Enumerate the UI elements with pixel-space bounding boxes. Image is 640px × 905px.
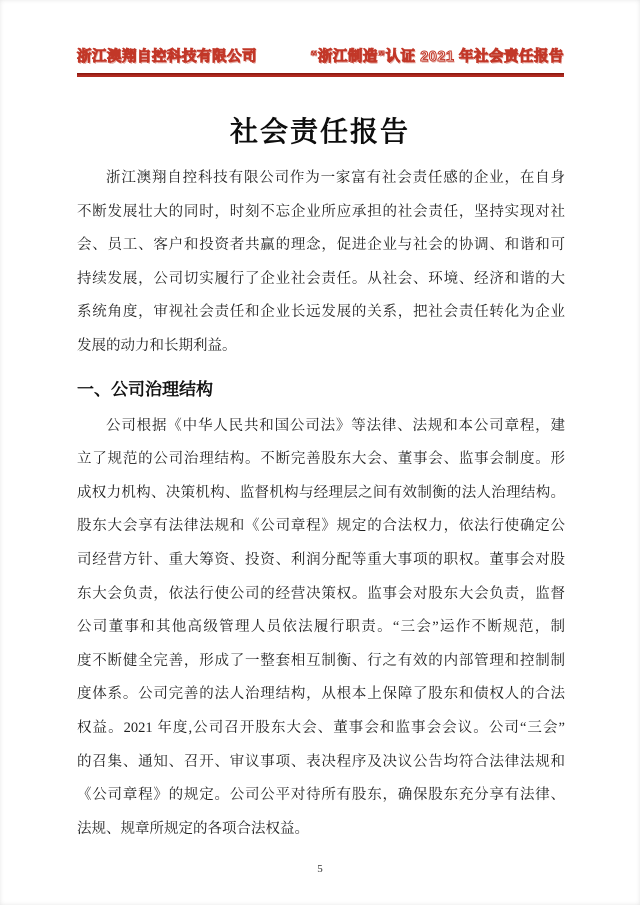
paragraph-line: 的召集、通知、召开、审议事项、表决程序及决议公告均符合法律法规和: [77, 753, 565, 770]
paragraph-line: 浙江澳翔自控科技有限公司作为一家富有社会责任感的企业，在自身: [106, 170, 565, 186]
page-header: [0, 0, 640, 77]
paragraph-line: 会、员工、客户和投资者共赢的理念，促进企业与社会的协调、和谐和可: [77, 237, 565, 254]
header-report-title: “浙江制造”认证 2021 年社会责任报告: [310, 49, 564, 65]
paragraph-line: 股东大会享有法律法规和《公司章程》规定的合法权力，依法行使确定公: [77, 518, 565, 535]
paragraph-line: 成权力机构、决策机构、监督机构与经理层之间有效制衡的法人治理结构。: [77, 484, 565, 501]
paragraph-line: 公司董事和其他高级管理人员依法履行职责。“三会”运作不断规范，制: [77, 619, 565, 636]
section-heading: 一、公司治理结构: [77, 379, 213, 399]
header-rule: [77, 73, 564, 77]
paragraph-line: 东大会负责，依法行使公司的经营决策权。监事会对股东大会负责，监督: [77, 585, 565, 602]
paragraph-line: 立了规范的公司治理结构。不断完善股东大会、董事会、监事会制度。形: [77, 451, 565, 468]
header-company-name: 浙江澳翔自控科技有限公司: [77, 49, 257, 65]
paragraph-line: 公司根据《中华人民共和国公司法》等法律、法规和本公司章程，建: [106, 417, 565, 434]
paragraph-line: 系统角度，审视社会责任和企业长远发展的关系，把社会责任转化为企业: [77, 304, 565, 321]
paragraph-line: 《公司章程》的规定。公司公平对待所有股东，确保股东充分享有法律、: [77, 787, 565, 804]
paragraph-line: 度不断健全完善，形成了一整套相互制衡、行之有效的内部管理和控制制: [77, 652, 565, 669]
intro-paragraph: [0, 162, 640, 364]
paragraph-line: 法规、规章所规定的各项合法权益。: [77, 820, 309, 837]
header-row: [77, 45, 564, 66]
paragraph-line: 权益。2021 年度,公司召开股东大会、董事会和监事会会议。公司“三会”: [77, 719, 565, 736]
paragraph-line: 持续发展，公司切实履行了企业社会责任。从社会、环境、经济和谐的大: [77, 270, 565, 287]
paragraph-line: 度体系。公司完善的法人治理结构，从根本上保障了股东和债权人的合法: [77, 686, 565, 703]
paragraph-line: 司经营方针、重大筹资、投资、利润分配等重大事项的职权。董事会对股: [77, 551, 565, 568]
paragraph-line: 不断发展壮大的同时，时刻不忘企业所应承担的社会责任，坚持实现对社: [77, 203, 565, 220]
section-paragraph: [0, 410, 640, 847]
report-title: 社会责任报告: [229, 116, 410, 147]
page-number: 5: [317, 863, 323, 875]
paragraph-line: 发展的动力和长期利益。: [77, 337, 237, 354]
